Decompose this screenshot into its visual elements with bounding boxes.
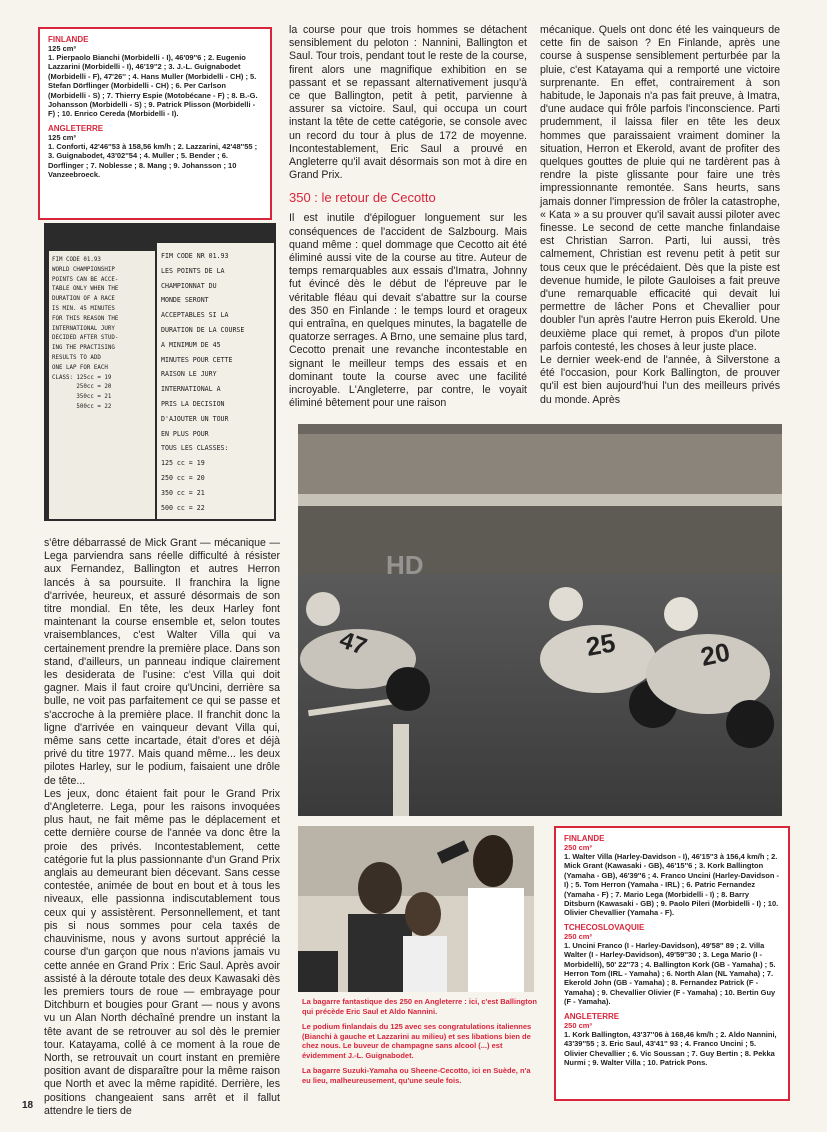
- results-text: 1. Pierpaolo Bianchi (Morbidelli - I), 46'09''6 ; 2. Eugenio Lazzarini (Morbidelli - I), 46'19''2 ; 3. J.-L. Guignabodet (Morbidelli - F), 47'26'' ; 4. Hans Muller (Morbidelli - CH) ; 5. Stefan Dörflinger (Morbidelli - CH) ; 6. Per Carlson (Morbidelli - S) ; 7. Thierry Espie (Motobécane - F) ; 8. B.-G. Johansson (Morbidelli - S) ; 9. Patrick Plisson (Morbidelli - F) ; 10. Enrico Cereda (Morbidelli - I).: [48, 53, 258, 119]
- watermark: HD: [386, 550, 424, 580]
- country-label: ANGLETERRE: [48, 123, 104, 133]
- country-label: FINLANDE: [564, 834, 605, 843]
- sign-text-english: FIM CODE 01.93 WORLD CHAMPIONSHIP POINTS CAN BE ACCE- TABLE ONLY WHEN THE DURATION OF A RACE IS MIN. 45 MINUTES FOR THIS REASON THE INTERNATIONAL JURY DECIDED AFTER STUD- ING THE PRACTISING RESULTS TO ADD ONE LAP FOR EACH CLASS: 125cc = 19 250cc = 20 350cc = 21 500cc = 22: [52, 257, 119, 410]
- article-paragraph: la course pour que trois hommes se détachent sensiblement du peloton : Nannini, Ballington et Saul. Tour trois, pendant tout le reste de la course, firent alors une magnifique exhibition en se passant et se repassant alternativement jusqu'à ce que Ballington, petit à petit, parvienne à assurer sa victoire. Saul, qui occupa un court instant la tête de cette catégorie, se console avec un record du tour à plus de 172 de moyenne. Incontestablement, Eric Saul a prouvé en Angleterre qu'il avait désormais son mot à dire en Grand Prix.: [289, 24, 527, 182]
- page-number: 18: [22, 1100, 34, 1111]
- race-number: 20: [698, 636, 733, 672]
- race-photo: [298, 424, 782, 816]
- race-photo-graphic: [298, 424, 782, 816]
- sign-text-french: FIM CODE NR 01.93 LES POINTS DE LA CHAMPIONNAT DU MONDE SERONT ACCEPTABLES SI LA DURATION DE LA COURSE A MINIMUM DE 45 MINUTES POUR CETTE RAISON LE JURY INTERNATIONAL A PRIS LA DECISION D'AJOUTER UN TOUR EN PLUS POUR TOUS LES CLASSES: 125 cc = 19 250 cc = 20 350 cc = 21 500 cc = 22: [161, 252, 245, 512]
- category-label: 250 cm³: [564, 931, 592, 941]
- captions: [302, 997, 538, 1091]
- podium-photo: [298, 826, 534, 992]
- category-label: 250 cm³: [564, 1020, 592, 1030]
- section-heading: 350 : le retour de Cecotto: [289, 190, 436, 206]
- column-1-bottom: [44, 537, 280, 1118]
- article-paragraph: mécanique. Quels ont donc été les vainqueurs de cette fin de saison ? En Finlande, après une course à suspense sensiblement perturbée par la pluie, c'est Katayama qui a remporté une victoire surprenante. En effet, contrairement à son habitude, le Japonais n'a pas fait preuve, à Imatra, d'une audace qui frôle parfois l'inconscience. Parti prudemment, il laissa filer en tête les deux hommes que paraissaient vraiment dominer la situation, Herron et Ekerold, avant de profiter des quelques gouttes de pluie qui ne tardèrent pas à rendre la piste glissante pour faire une très impressionnante remontée. Sans heurts, sans jamais donner l'impression de frôler la catastrophe, « Kata » a su prouver qu'il savait aussi piloter avec finesse. Le second de cette manche finlandaise est Christian Sarron. Parti, lui aussi, très calmement, Christian est revenu petit à petit sur tous ceux que le précédaient. Dès que la piste est devenue humide, le pilote Gauloises a fait preuve d'une remarquable efficacité qui devait lui permettre de lâcher Pons et Chevallier pour doubler l'un après l'autre Herron puis Ekerold. Une deuxième place qui remet, à propos d'un pilote parfois contesté, les choses à leur juste place. Le dernier week-end de l'année, à Silverstone a été l'occasion, pour Kork Ballington, de prouver qu'il est bien aujourd'hui l'un des meilleurs privés du monde. Après: [540, 24, 780, 406]
- results-text: 1. Walter Villa (Harley-Davidson - I), 46'15''3 à 156,4 km/h ; 2. Mick Grant (Kawasaki - GB), 46'15''6 ; 3. Kork Ballington (Yamaha - GB), 46'39''6 ; 4. Franco Uncini (Harley-Davidson - I) ; 5. Tom Herron (Yamaha - IRL) ; 6. Patric Fernandez (Yamaha - F) ; 7. Mario Lega (Morbidelli - I) ; 8. Barry Ditsburn (Kawasaki - GB) ; 9. Paolo Pileri (Morbidelli - I) ; 10. Olivier Chevallier (Yamaha - F).: [564, 852, 779, 918]
- results-block: [48, 124, 262, 180]
- results-text: 1. Conforti, 42'46''53 à 158,56 km/h ; 2. Lazzarini, 42'48''55 ; 3. Guignabodet, 43'02''54 ; 4. Muller ; 5. Bender ; 6. Dorflinger ; 7. Noblesse ; 8. Mang ; 9. Johansson ; 10 Vanzeebroeck.: [48, 141, 258, 180]
- results-text: 1. Uncini Franco (I - Harley-Davidson), 49'58'' 89 ; 2. Villa Walter (I - Harley-Davidson), 49'59''30 ; 3. Lega Mario (I - Morbidelli), 50' 22''73 ; 4. Ballington Kork (GB - Yamaha) ; 5. Herron Tom (IRL - Yamaha) ; 6. North Alan (NL Yamaha) ; 7. Ekerold John (GB - Yamaha) ; 8. Fernandez Patrick (F - Yamaha) ; 9. Chevallier Olivier (F - Yamaha) ; 10. Bertin Guy (F - Yamaha).: [564, 940, 776, 1007]
- results-block: [564, 923, 780, 1007]
- category-label: 250 cm³: [564, 843, 592, 852]
- results-block: [48, 35, 262, 119]
- results-block: [564, 834, 780, 918]
- column-3: [540, 24, 780, 407]
- results-text: 1. Kork Ballington, 43'37''06 à 168,46 km/h ; 2. Aldo Nannini, 43'39''55 ; 3. Eric Saul, 43'41'' 93 ; 4. Franco Uncini ; 5. Olivier Chevallier ; 6. Vic Soussan ; 7. Guy Bertin ; 8. Pekka Nurmi ; 9. Walter Villa ; 10. Patrick Pons.: [564, 1029, 777, 1067]
- results-box-top: [38, 27, 272, 220]
- article-paragraph: s'être débarrassé de Mick Grant — mécanique — Lega parviendra sans réelle difficulté à résister aux Fernandez, Ballington et autres Herron lancés à sa poursuite. Il franchira la ligne d'arrivée, heureux, et assuré désormais de son titre mondial. En tête, les deux Harley font maintenant la course ensemble et, selon toutes vraisemblances, c'est Walter Villa qui va certainement prendre la première place. Dans son stand, d'ailleurs, un panneau indique clairement les desiderata de l'usine: c'est Villa qui doit gagner. Mais il faut croire qu'Uncini, derrière sa bulle, ne voit pas parfaitement ce qui se passe et s'accroche à la première place. Il franchit donc la ligne d'arrivée en vainqueur devant Villa qui, même sans cette incartade, était d'ores et déjà privé du titre 1977. Mais quand même... les deux pilotes Harley, sur le podium, faisaient une drôle de tête... Les jeux, donc étaient fait pour le Grand Prix d'Angleterre. Lega, pour les raisons invoquées plus haut, ne fait même pas le déplacement et cette dernière course de l'année va donc être la proie des privés. Incontestablement, cette catégorie fut la plus passionnante d'un Grand Prix anglais au demeurant bien décevant. Sans cesse contestée, animée de bout en bout et à tous les niveaux, elle passionna indiscutablement tous ceux qui y assistèrent. Personnellement, et tant pis si nous sommes pour cela taxés de chauvinisme, nous y avons surtout apprécié la course d'un garçon que nous n'avions jamais vu cette année en Grand Prix : Eric Saul. Après avoir assisté à la déroute totale des deux Kawasaki dès les premiers tours de roue — embrayage pour Ditchburn et bougies pour Grant — nous y avons vu un Alan North déchaîné prendre un instant la tête avant de se retrouver au sol dès le premier tour. Katayama, collé à ce moment à la roue de North, se retrouvait un court instant en première position avant de disparaître pour la même raison que North et avec la même rapidité. Derrière, les positions changeaient sans arrêt et il fallut attendre le tiers de: [44, 537, 280, 1117]
- results-block: [564, 1012, 780, 1068]
- country-label: ANGLETERRE: [564, 1011, 620, 1021]
- race-number: 25: [583, 627, 618, 662]
- photo-caption: La bagarre fantastique des 250 en Angleterre : ici, c'est Ballington qui précède Eric Saul et Aldo Nannini.: [302, 997, 537, 1016]
- sign-photo: [44, 223, 276, 521]
- results-box-bottom: [554, 826, 790, 1101]
- category-label: 125 cm³: [48, 132, 76, 142]
- country-label: TCHECOSLOVAQUIE: [564, 922, 645, 932]
- category-label: 125 cm³: [48, 44, 76, 53]
- photo-caption: Le podium finlandais du 125 avec ses congratulations italiennes (Bianchi à gauche et Lazzarini au milieu) et ses libations bien de chez nous. Le buveur de champagne sans alcool (...) est évidemment J.-L. Guignabodet.: [302, 1022, 532, 1060]
- country-label: FINLANDE: [48, 35, 89, 44]
- photo-caption: La bagarre Suzuki-Yamaha ou Sheene-Cecotto, ici en Suède, n'a eu lieu, malheureusement, qu'une seule fois.: [302, 1066, 531, 1085]
- podium-photo-graphic: [298, 826, 534, 992]
- race-number: 47: [335, 626, 371, 661]
- article-paragraph: Il est inutile d'épiloguer longuement sur les conséquences de l'accident de Salzbourg. Mais quand même : quel dommage que Cecotto ait été éliminé aussi vite de la course au titre. Auteur de temps remarquables aux essais d'Imatra, Johnny fut évincé dès le début de l'épreuve par le véritable fléau qui devait s'abattre sur la course des 350 en Finlande : le temps lourd et orageux qui entraîna, en quelques minutes, la bagatelle de quatorze serrages. A Brno, une semaine plus tard, Cecotto prenait une revanche incontestable en signant le meilleur temps des essais et en dominant toute la course avec une facilité incroyable. L'Angleterre, par contre, le voyait éliminé bêtement pour une raison: [289, 212, 527, 410]
- column-2: [289, 24, 527, 410]
